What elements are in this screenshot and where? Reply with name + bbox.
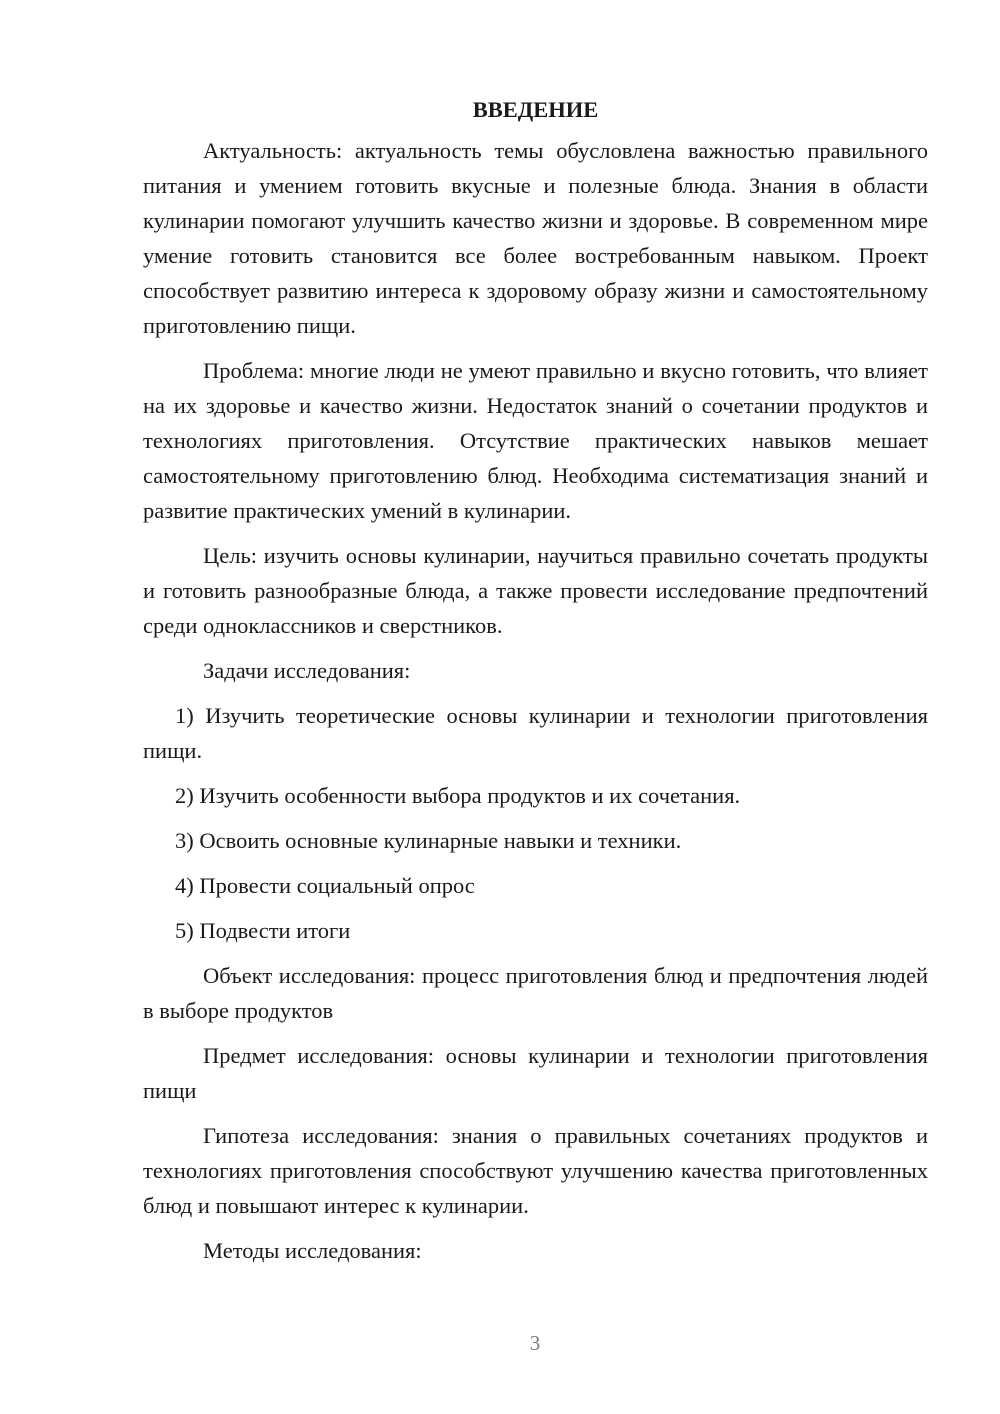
list-item: 5) Подвести итоги [175, 918, 351, 943]
list-item: 4) Провести социальный опрос [175, 873, 475, 898]
paragraph-subject: Предмет исследования: основы кулинарии и технологии приготовления пищи [143, 1043, 928, 1103]
paragraph-relevance: Актуальность: актуальность темы обусловлена важностью правильного питания и умением готовить вкусные и полезные блюда. Знания в области кулинарии помогают улучшить качество жизни и здоровье. В современном мире умение готовить становится все более востребованным навыком. Проект способствует развитию интереса к здоровому образу жизни и самостоятельному приготовлению пищи. [143, 138, 928, 338]
paragraph-hypothesis: Гипотеза исследования: знания о правильных сочетаниях продуктов и технологиях приготовления способствуют улучшению качества приготовленных блюд и повышают интерес к кулинарии. [143, 1123, 928, 1218]
paragraph-goal: Цель: изучить основы кулинарии, научиться правильно сочетать продукты и готовить разнообразные блюда, а также провести исследование предпочтений среди одноклассников и сверстников. [143, 543, 928, 638]
page-content [143, 92, 928, 1278]
page-title: ВВЕДЕНИЕ [472, 97, 599, 122]
paragraph-object: Объект исследования: процесс приготовления блюд и предпочтения людей в выборе продуктов [143, 963, 928, 1023]
methods-heading: Методы исследования: [203, 1238, 422, 1263]
list-item: 3) Освоить основные кулинарные навыки и техники. [175, 828, 682, 853]
list-item: 2) Изучить особенности выбора продуктов и их сочетания. [175, 783, 741, 808]
page-number: 3 [529, 1331, 541, 1355]
tasks-heading: Задачи исследования: [203, 658, 411, 683]
list-item: 1) Изучить теоретические основы кулинарии и технологии приготовления пищи. [143, 703, 928, 763]
paragraph-problem: Проблема: многие люди не умеют правильно и вкусно готовить, что влияет на их здоровье и качество жизни. Недостаток знаний о сочетании продуктов и технологиях приготовления. Отсутствие практических навыков мешает самостоятельному приготовлению блюд. Необходима систематизация знаний и развитие практических умений в кулинарии. [143, 358, 928, 523]
task-list [143, 698, 928, 958]
